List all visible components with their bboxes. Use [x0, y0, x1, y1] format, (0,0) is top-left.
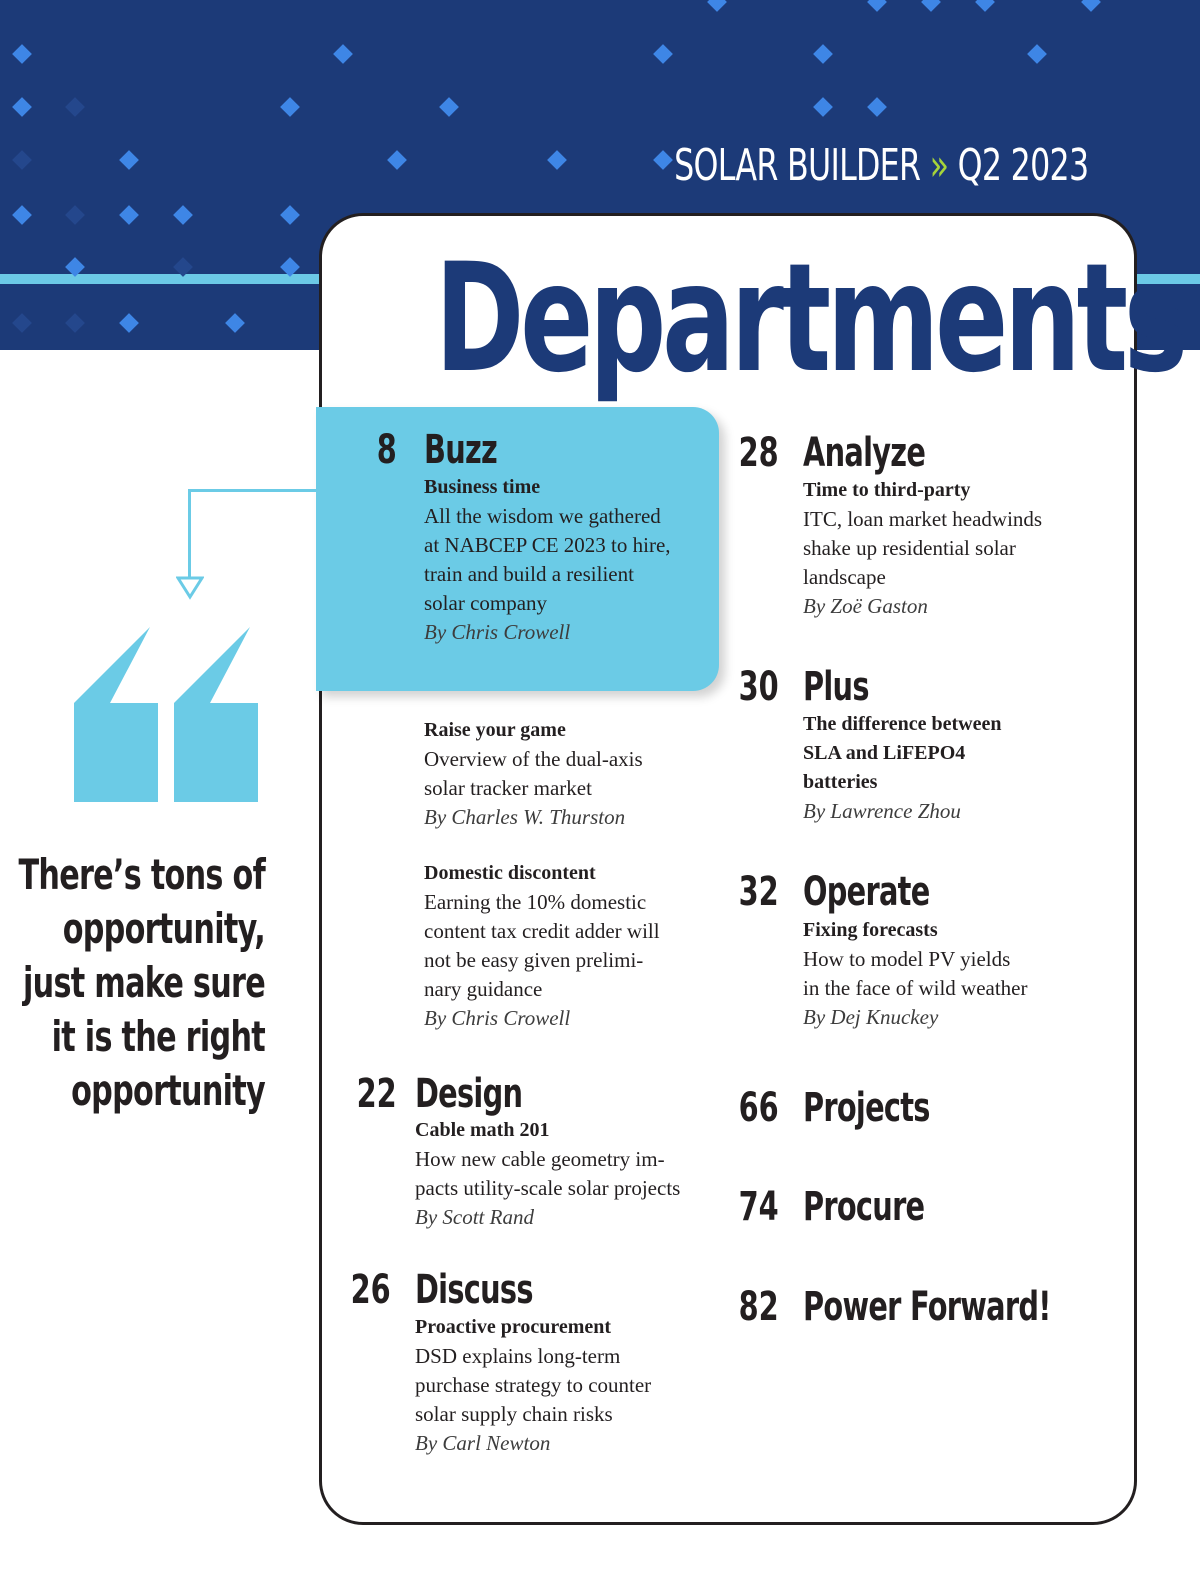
desc-line: All the wisdom we gathered: [424, 504, 661, 528]
page-number: 22: [356, 1071, 397, 1117]
diamond-decoration: [12, 205, 32, 225]
article-byline: By Chris Crowell: [424, 1006, 571, 1030]
page-number: 66: [738, 1085, 779, 1131]
diamond-decoration: [387, 150, 407, 170]
diamond-decoration: [280, 205, 300, 225]
article-byline: By Lawrence Zhou: [803, 799, 961, 823]
article-headline[interactable]: Time to third-party: [803, 479, 971, 501]
headline-line: SLA and LiFEPO4: [803, 742, 966, 764]
article-byline: By Zoë Gaston: [803, 594, 928, 618]
diamond-decoration: [547, 150, 567, 170]
headline-line: The difference between: [803, 713, 1002, 735]
diamond-decoration: [867, 97, 887, 117]
diamond-decoration: [65, 313, 85, 333]
connector-line: [188, 489, 191, 581]
quote-mark-icon: [70, 625, 260, 805]
article-headline[interactable]: Fixing forecasts: [803, 919, 938, 941]
desc-line: solar tracker market: [424, 776, 592, 800]
diamond-decoration: [921, 0, 941, 12]
page-number: 32: [738, 869, 779, 915]
article-description: [424, 745, 643, 803]
section-title-discuss[interactable]: Discuss: [415, 1267, 533, 1313]
article-headline[interactable]: [803, 710, 1001, 797]
page-number: 82: [738, 1284, 779, 1330]
diamond-decoration: [12, 97, 32, 117]
diamond-decoration: [1081, 0, 1101, 12]
diamond-decoration: [813, 97, 833, 117]
page-title: Departments: [434, 232, 1184, 406]
diamond-decoration: [333, 44, 353, 64]
article-headline[interactable]: Domestic discontent: [424, 862, 596, 884]
article-headline[interactable]: Raise your game: [424, 719, 566, 741]
diamond-decoration: [439, 97, 459, 117]
diamond-decoration: [813, 44, 833, 64]
desc-line: Overview of the dual-axis: [424, 747, 643, 771]
article-headline[interactable]: Business time: [424, 476, 541, 498]
diamond-decoration: [707, 0, 727, 12]
diamond-decoration: [119, 313, 139, 333]
section-title-power-forward[interactable]: Power Forward!: [803, 1284, 1051, 1330]
article-description: [424, 888, 660, 1004]
publication-name: SOLAR BUILDER: [673, 140, 920, 191]
article-description: [803, 505, 1042, 592]
page-number: 8: [376, 427, 397, 473]
article-byline: By Charles W. Thurston: [424, 805, 626, 829]
pull-quote: [0, 848, 265, 1118]
article-description: [424, 502, 671, 618]
desc-line: landscape: [803, 565, 886, 589]
masthead-separator: »: [929, 140, 948, 191]
diamond-decoration: [280, 97, 300, 117]
article-description: [803, 945, 1027, 1003]
article-description: [415, 1342, 651, 1429]
diamond-decoration: [119, 150, 139, 170]
desc-line: content tax credit adder will: [424, 919, 660, 943]
desc-line: pacts utility-scale solar projects: [415, 1176, 681, 1200]
section-title-procure[interactable]: Procure: [803, 1184, 925, 1230]
section-title-analyze[interactable]: Analyze: [803, 430, 926, 476]
desc-line: not be easy given prelimi-: [424, 948, 644, 972]
section-title-plus[interactable]: Plus: [803, 664, 869, 710]
diamond-decoration: [653, 150, 673, 170]
page-number: 74: [738, 1184, 779, 1230]
article-headline[interactable]: Proactive procurement: [415, 1316, 612, 1338]
article-description: [415, 1145, 680, 1203]
desc-line: Earning the 10% domestic: [424, 890, 647, 914]
desc-line: at NABCEP CE 2023 to hire,: [424, 533, 671, 557]
pull-quote-line: it is the right: [51, 1012, 265, 1061]
article-byline: By Carl Newton: [415, 1431, 551, 1455]
diamond-decoration: [12, 313, 32, 333]
desc-line: ITC, loan market headwinds: [803, 507, 1043, 531]
section-title-design[interactable]: Design: [415, 1071, 523, 1117]
section-title-operate[interactable]: Operate: [803, 869, 930, 915]
pull-quote-line: opportunity: [71, 1066, 265, 1115]
diamond-decoration: [12, 44, 32, 64]
diamond-decoration: [65, 97, 85, 117]
diamond-decoration: [225, 313, 245, 333]
diamond-decoration: [867, 0, 887, 12]
headline-line: batteries: [803, 771, 878, 793]
desc-line: train and build a resilient: [424, 562, 634, 586]
arrow-down-icon: [176, 576, 204, 600]
article-headline[interactable]: Cable math 201: [415, 1119, 550, 1141]
desc-line: How new cable geometry im-: [415, 1147, 665, 1171]
desc-line: DSD explains long-term: [415, 1344, 621, 1368]
diamond-decoration: [119, 205, 139, 225]
desc-line: How to model PV yields: [803, 947, 1011, 971]
issue-label: Q2 2023: [957, 140, 1088, 191]
pull-quote-line: opportunity,: [62, 904, 266, 953]
article-byline: By Dej Knuckey: [803, 1005, 939, 1029]
diamond-decoration: [653, 44, 673, 64]
desc-line: in the face of wild weather: [803, 976, 1028, 1000]
desc-line: shake up residential solar: [803, 536, 1016, 560]
pull-quote-line: just make sure: [23, 958, 266, 1007]
page-number: 30: [738, 664, 779, 710]
section-title-buzz[interactable]: Buzz: [424, 427, 498, 473]
pull-quote-line: There’s tons of: [18, 850, 265, 899]
article-byline: By Chris Crowell: [424, 620, 571, 644]
page-number: 26: [350, 1267, 391, 1313]
diamond-decoration: [1027, 44, 1047, 64]
page-number: 28: [738, 430, 779, 476]
diamond-decoration: [975, 0, 995, 12]
masthead: [674, 140, 1088, 191]
desc-line: solar company: [424, 591, 548, 615]
section-title-projects[interactable]: Projects: [803, 1085, 930, 1131]
desc-line: solar supply chain risks: [415, 1402, 613, 1426]
diamond-decoration: [65, 205, 85, 225]
connector-line: [188, 489, 319, 492]
desc-line: nary guidance: [424, 977, 543, 1001]
article-byline: By Scott Rand: [415, 1205, 534, 1229]
diamond-decoration: [12, 150, 32, 170]
desc-line: purchase strategy to counter: [415, 1373, 652, 1397]
diamond-decoration: [173, 205, 193, 225]
